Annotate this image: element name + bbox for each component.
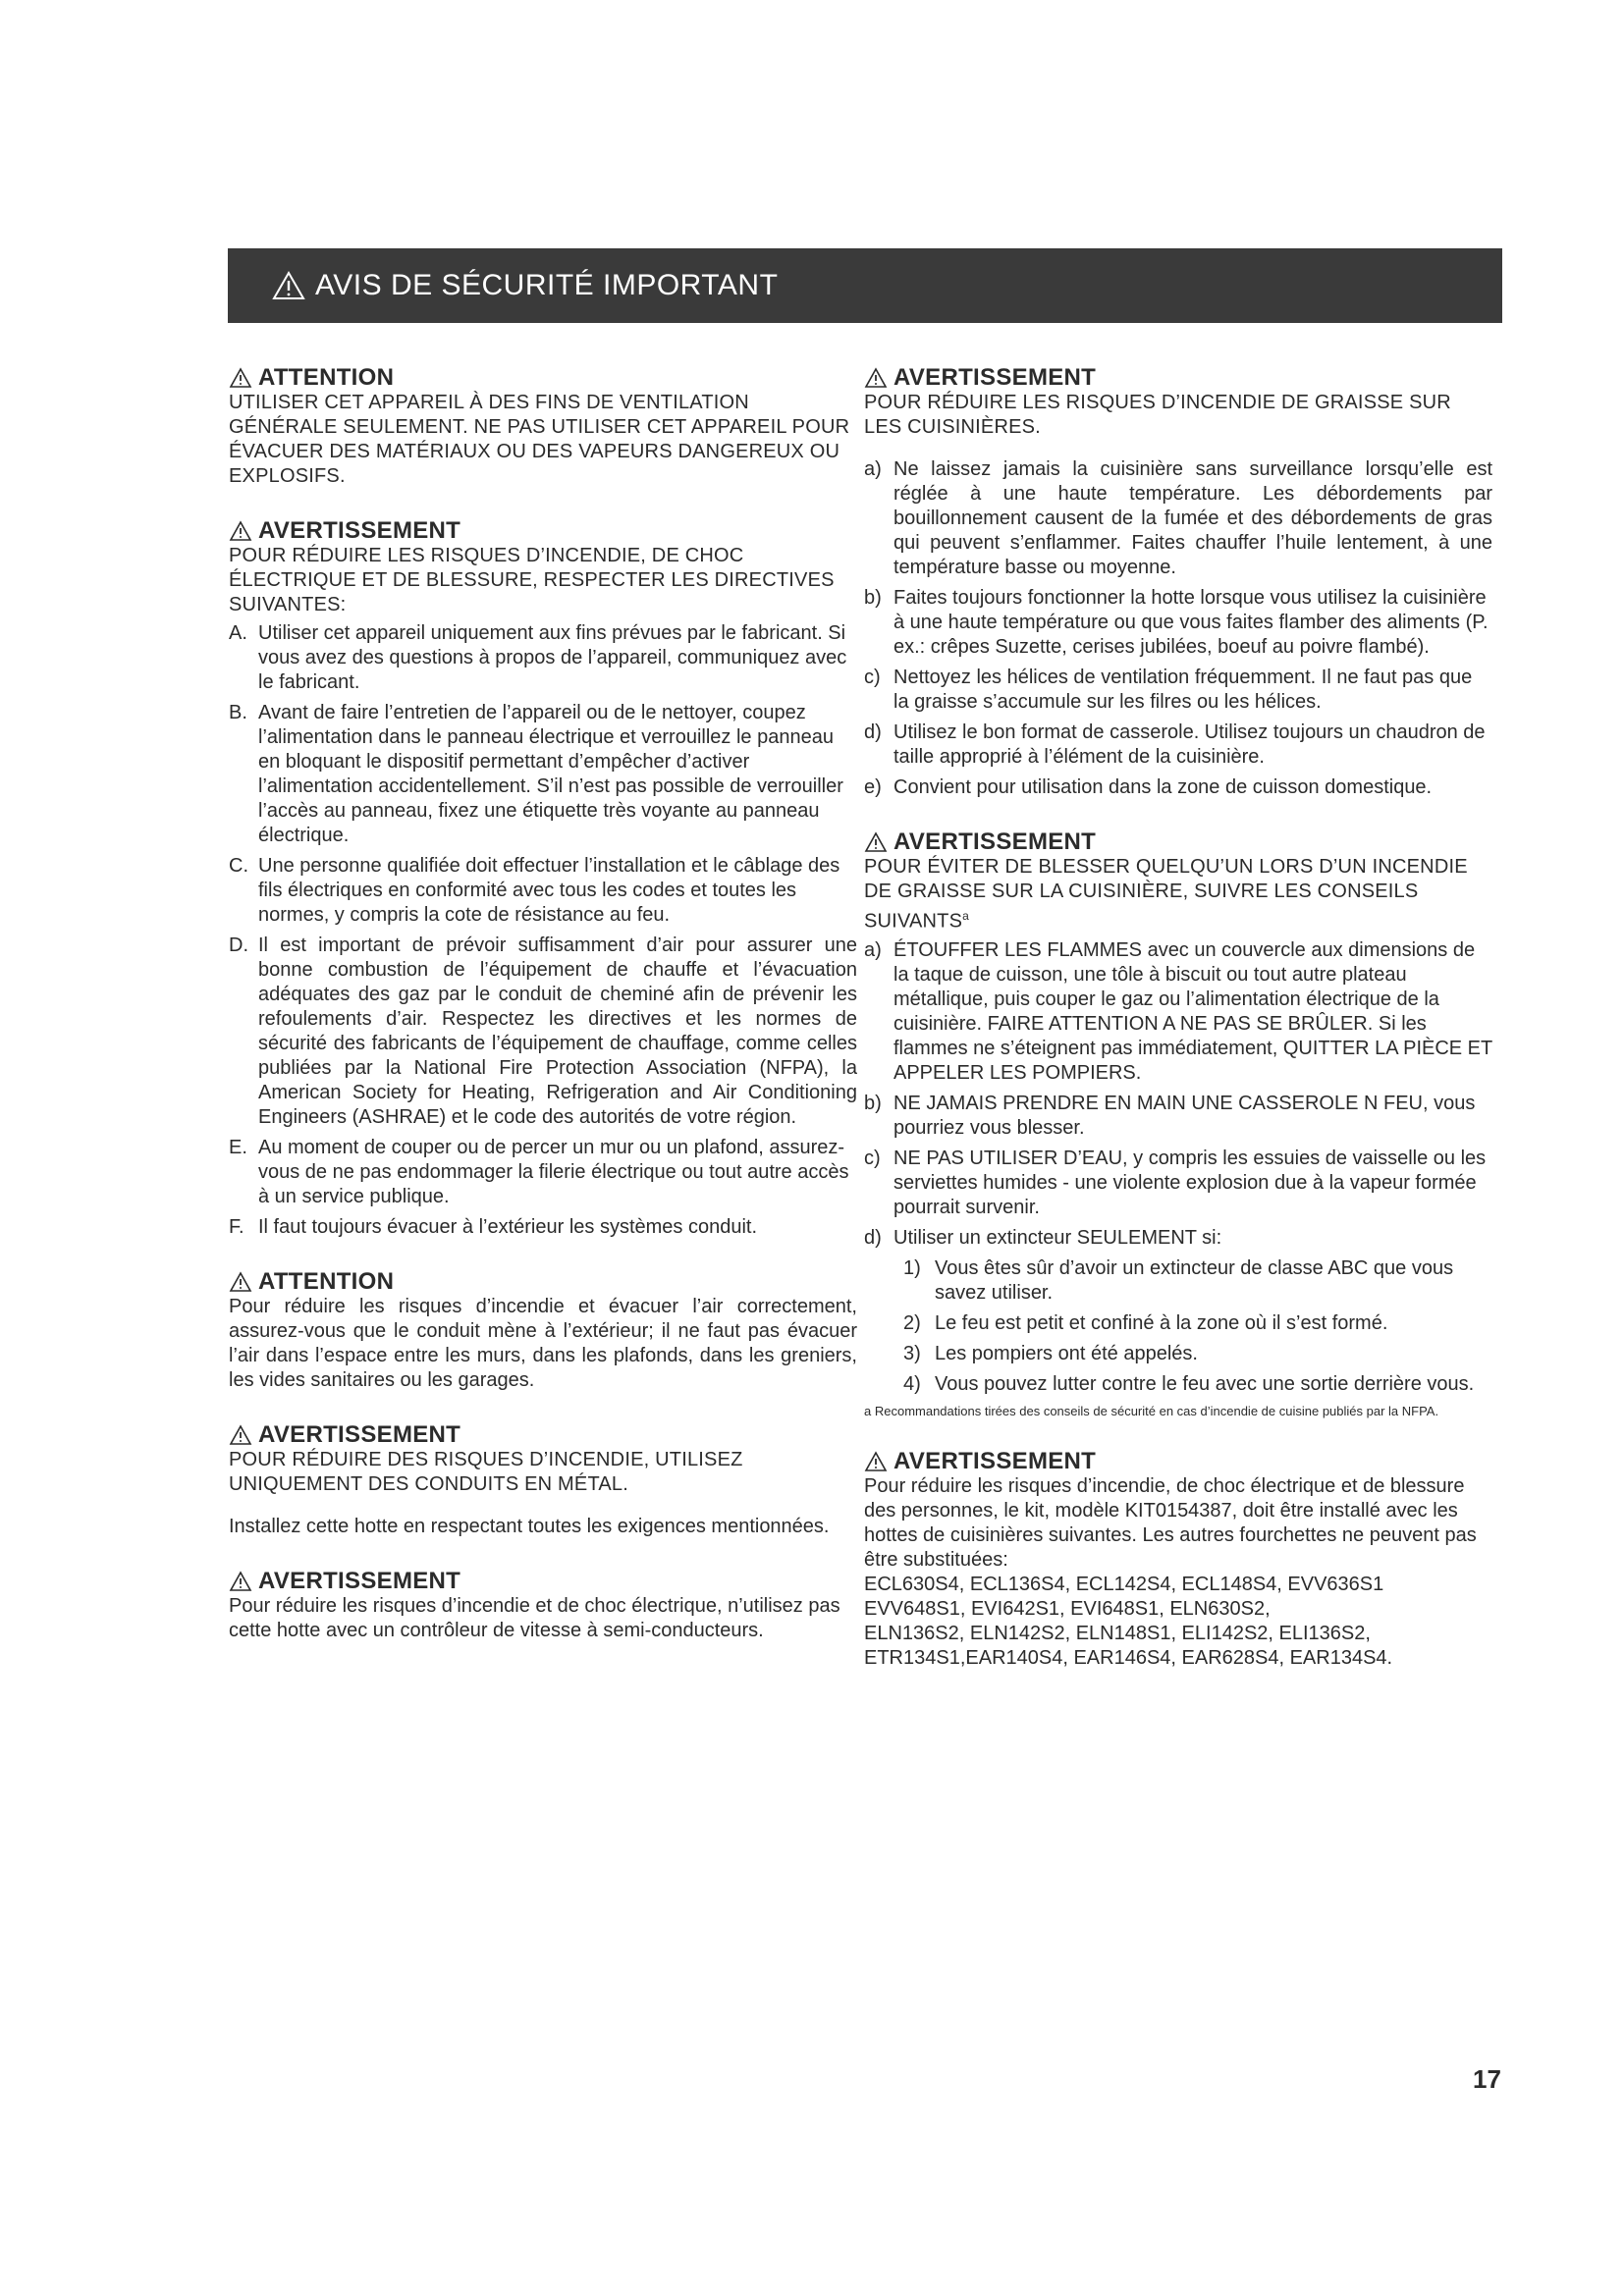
warning-triangle-icon bbox=[272, 271, 305, 300]
list-item: d) Utiliser un extincteur SEULEMENT si: bbox=[864, 1226, 1222, 1249]
warning-triangle-icon bbox=[229, 1271, 252, 1293]
list-item: a) Ne laissez jamais la cuisinière sans surveillance lorsqu’elle est réglée à une haute température. Les débordements par bouillonnement causent de la fumée et des débordements de gras qui peuvent s’enflammer. Faites chauffer l’huile lentement, à une température basse ou moyenne. bbox=[864, 458, 1492, 578]
right-section-2 bbox=[864, 829, 1492, 1419]
safety-banner bbox=[228, 248, 1502, 323]
left-section-5 bbox=[229, 1569, 857, 1643]
list-item: b) Faites toujours fonctionner la hotte lorsque vous utilisez la cuisinière à une haute température ou que vous faites flamber des aliments (P. ex.: crêpes Suzette, cerises jubilées, boeuf au poivre flambé). bbox=[864, 587, 1489, 658]
list-item: 1) Vous êtes sûr d’avoir un extincteur de classe ABC que vous savez utiliser. bbox=[903, 1256, 1454, 1304]
list-item: C. Une personne qualifiée doit effectuer l’installation et le câblage des fils électriques en conformité avec tous les codes et toutes les normes, y compris la cote de résistance au feu. bbox=[229, 855, 840, 926]
page-number: 17 bbox=[1473, 2064, 1501, 2094]
left-column bbox=[229, 365, 857, 1673]
section-text: Pour réduire les risques d’incendie et de choc électrique, n’utilisez pas cette hotte avec un contrôleur de vitesse à semi-conducteurs. bbox=[229, 1595, 840, 1641]
list-item: a) ÉTOUFFER LES FLAMMES avec un couvercle aux dimensions de la taque de cuisson, une tôle à biscuit ou tout autre plateau métallique, puis couper le gaz ou l’alimentation électrique de la cuisinière. FAIRE ATTENTION A NE PAS SE BRÛLER. Si les flammes ne s’éteignent pas immédiatement, QUITTER LA PIÈCE ET APPELER LES POMPIERS. bbox=[864, 938, 1492, 1084]
banner-title: AVIS DE SÉCURITÉ IMPORTANT bbox=[315, 269, 779, 301]
section-text: POUR ÉVITER DE BLESSER QUELQU’UN LORS D’UN INCENDIE DE GRAISSE SUR LA CUISINIÈRE, SUIVRE LES CONSEILS SUIVANTS$^a$ bbox=[864, 856, 1468, 933]
section-text-2: Installez cette hotte en respectant toutes les exigences mentionnées. bbox=[229, 1516, 830, 1537]
left-section-3 bbox=[229, 1269, 857, 1393]
model-line: ECL630S4, ECL136S4, ECL142S4, ECL148S4, EVV636S1 bbox=[864, 1573, 1384, 1595]
list-item: d) Utilisez le bon format de casserole. Utilisez toujours un chaudron de taille approprié à l’élément de la cuisinière. bbox=[864, 721, 1486, 768]
grease-fire-list bbox=[864, 457, 1492, 800]
list-item: B. Avant de faire l’entretien de l’appareil ou de le nettoyer, coupez l’alimentation dans le panneau électrique et verrouillez le panneau en bloquant le dispositif permettant d’empêcher d’activer l’alimentation accidentellement. S’il n’est pas possible de verrouiller l’accès au panneau, fixez une étiquette très voyante au panneau électrique. bbox=[229, 702, 843, 846]
section-heading: ATTENTION bbox=[229, 365, 857, 391]
left-section-2 bbox=[229, 518, 857, 1240]
section-heading: AVERTISSEMENT bbox=[864, 365, 1492, 391]
left-section-4 bbox=[229, 1422, 857, 1539]
list-item: c) NE PAS UTILISER D’EAU, y compris les essuies de vaisselle ou les serviettes humides - une violente explosion due à la vapeur formée pourrait survenir. bbox=[864, 1147, 1487, 1218]
model-line: EVV648S1, EVI642S1, EVI648S1, ELN630S2, bbox=[864, 1597, 1271, 1620]
left-section-1 bbox=[229, 365, 857, 489]
directives-list bbox=[229, 621, 857, 1240]
section-text: POUR RÉDUIRE LES RISQUES D’INCENDIE DE GRAISSE SUR LES CUISINIÈRES. bbox=[864, 392, 1451, 438]
section-heading: AVERTISSEMENT bbox=[864, 829, 1492, 855]
warning-triangle-icon bbox=[229, 1424, 252, 1446]
list-item: c) Nettoyez les hélices de ventilation fréquemment. Il ne faut pas que la graisse s’accumule sur les filres ou les hélices. bbox=[864, 667, 1473, 713]
list-item: 3) Les pompiers ont été appelés. bbox=[903, 1342, 1198, 1364]
warning-triangle-icon bbox=[229, 367, 252, 389]
section-text: POUR RÉDUIRE LES RISQUES D’INCENDIE, DE CHOC ÉLECTRIQUE ET DE BLESSURE, RESPECTER LES DIRECTIVES SUIVANTES: bbox=[229, 545, 835, 615]
warning-triangle-icon bbox=[864, 367, 888, 389]
section-text: POUR RÉDUIRE DES RISQUES D’INCENDIE, UTILISEZ UNIQUEMENT DES CONDUITS EN MÉTAL. bbox=[229, 1449, 743, 1495]
list-item: A. Utiliser cet appareil uniquement aux fins prévues par le fabricant. Si vous avez des questions à propos de l’appareil, communiquez avec le fabricant. bbox=[229, 622, 847, 693]
footnote-marker: a bbox=[962, 909, 970, 923]
extinguisher-conditions-list bbox=[903, 1256, 1492, 1397]
section-text: UTILISER CET APPAREIL À DES FINS DE VENTILATION GÉNÉRALE SEULEMENT. NE PAS UTILISER CET APPAREIL POUR ÉVACUER DES MATÉRIAUX OU DES VAPEURS DANGEREUX OU EXPLOSIFS. bbox=[229, 392, 850, 487]
section-heading: AVERTISSEMENT bbox=[229, 1422, 857, 1448]
section-heading: ATTENTION bbox=[229, 1269, 857, 1295]
list-item: E. Au moment de couper ou de percer un mur ou un plafond, assurez-vous de ne pas endommager la filerie électrique ou tout autre accès à un service publique. bbox=[229, 1137, 849, 1207]
right-section-1 bbox=[864, 365, 1492, 800]
list-item: 4) Vous pouvez lutter contre le feu avec une sortie derrière vous. bbox=[903, 1372, 1475, 1395]
list-item: 2) Le feu est petit et confiné à la zone où il s’est formé. bbox=[903, 1311, 1388, 1334]
section-heading: AVERTISSEMENT bbox=[864, 1449, 1492, 1474]
right-section-3 bbox=[864, 1449, 1492, 1671]
warning-triangle-icon bbox=[864, 1451, 888, 1472]
section-heading: AVERTISSEMENT bbox=[229, 518, 857, 544]
list-item: F. Il faut toujours évacuer à l’extérieur les systèmes conduit. bbox=[229, 1216, 758, 1238]
list-item: D. Il est important de prévoir suffisamment d’air pour assurer une bonne combustion de l’équipement de chauffe et l’évacuation adéquates des gaz par le conduit de cheminé afin de prévenir les refoulements d’air. Respectez les directives et les normes de sécurité des fabricants de l’équipement de chauffage, comme celles publiées par la National Fire Protection Association (NFPA), la American Society for Heating, Refrigeration and Air Conditioning Engineers (ASHRAE) et le code des autorités de votre région. bbox=[229, 934, 857, 1128]
list-item: e) Convient pour utilisation dans la zone de cuisson domestique. bbox=[864, 776, 1433, 798]
section-text: Pour réduire les risques d’incendie et évacuer l’air correctement, assurez-vous que le conduit mène à l’extérieur; il ne faut pas évacuer l’air dans l’espace entre les murs, dans les plafonds, dans les greniers, les vides sanitaires ou les garages. bbox=[229, 1296, 857, 1391]
section-text: Pour réduire les risques d’incendie, de choc électrique et de blessure des personnes, le kit, modèle KIT0154387, doit être installé avec les hottes de cuisinières suivantes. Les autres fourchettes ne peuvent pas être substituées: bbox=[864, 1474, 1477, 1571]
warning-triangle-icon bbox=[229, 520, 252, 542]
warning-triangle-icon bbox=[229, 1571, 252, 1592]
footnote: a Recommandations tirées des conseils de sécurité en cas d’incendie de cuisine publiés par la NFPA. bbox=[864, 1403, 1439, 1418]
model-line: ETR134S1,EAR140S4, EAR146S4, EAR628S4, EAR134S4. bbox=[864, 1646, 1393, 1669]
list-item: b) NE JAMAIS PRENDRE EN MAIN UNE CASSEROLE N FEU, vous pourriez vous blesser. bbox=[864, 1092, 1476, 1139]
model-line: ELN136S2, ELN142S2, ELN148S1, ELI142S2, ELI136S2, bbox=[864, 1622, 1371, 1644]
right-column bbox=[864, 365, 1492, 1700]
warning-triangle-icon bbox=[864, 831, 888, 853]
fire-safety-list bbox=[864, 938, 1492, 1251]
section-heading: AVERTISSEMENT bbox=[229, 1569, 857, 1594]
